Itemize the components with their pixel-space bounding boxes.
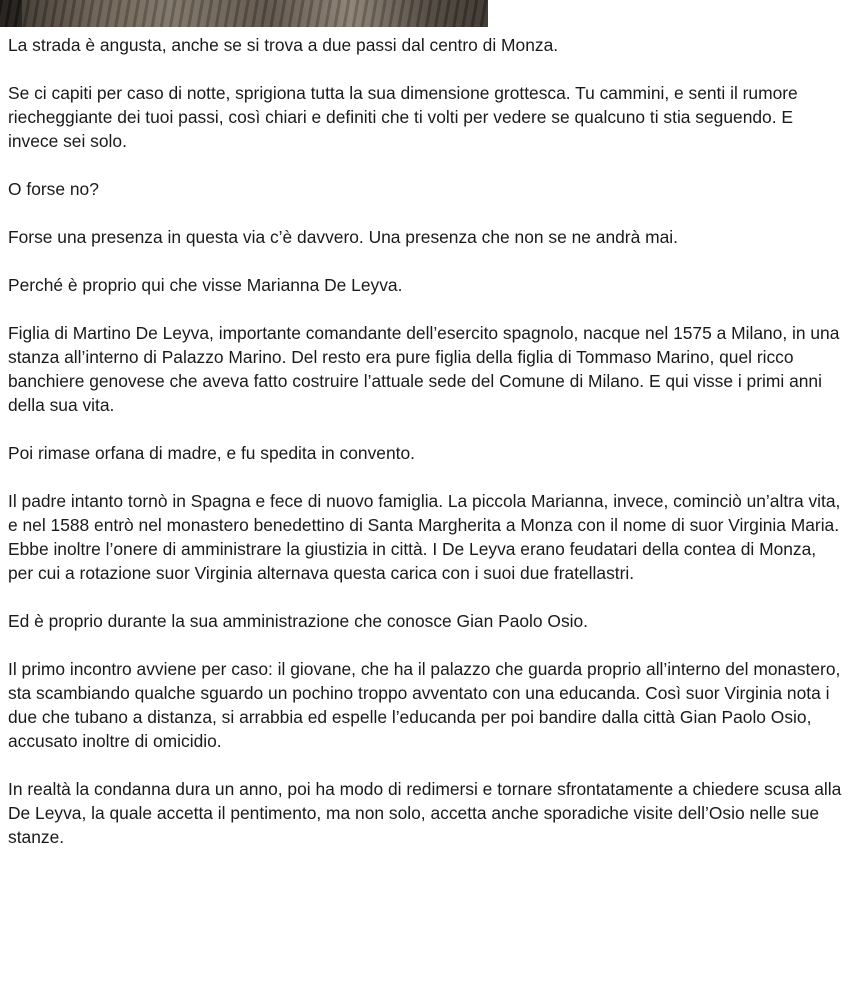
header-photo-shadow bbox=[0, 0, 22, 27]
paragraph: Il primo incontro avviene per caso: il giovane, che ha il palazzo che guarda proprio all’interno del monastero, sta scambiando qualche sguardo un pochino troppo avventato con una educanda. Così suor Virginia nota i due che tubano a distanza, si arrabbia ed espelle l’educanda per poi bandire dalla città Gian Paolo Osio, accusato inoltre di omicidio. bbox=[8, 659, 841, 751]
article-body bbox=[8, 33, 844, 873]
paragraph: O forse no? bbox=[8, 179, 99, 199]
paragraph: Figlia di Martino De Leyva, importante comandante dell’esercito spagnolo, nacque nel 1575 a Milano, in una stanza all’interno di Palazzo Marino. Del resto era pure figlia della figlia di Tommaso Marino, quel ricco banchiere genovese che aveva fatto costruire l’attuale sede del Comune di Milano. E qui visse i primi anni della sua vita. bbox=[8, 323, 840, 415]
paragraph: Ed è proprio durante la sua amministrazione che conosce Gian Paolo Osio. bbox=[8, 611, 589, 631]
paragraph: In realtà la condanna dura un anno, poi ha modo di redimersi e tornare sfrontatamente a chiedere scusa alla De Leyva, la quale accetta il pentimento, ma non solo, accetta anche sporadiche visite dell’Osio nelle sue stanze. bbox=[8, 779, 842, 847]
paragraph: La strada è angusta, anche se si trova a due passi dal centro di Monza. bbox=[8, 35, 559, 55]
paragraph: Il padre intanto tornò in Spagna e fece di nuovo famiglia. La piccola Marianna, invece, cominciò un’altra vita, e nel 1588 entrò nel monastero benedettino di Santa Margherita a Monza con il nome di suor Virginia Maria. Ebbe inoltre l’onere di amministrare la giustizia in città. I De Leyva erano feudatari della contea di Monza, per cui a rotazione suor Virginia alternava questa carica con i suoi due fratellastri. bbox=[8, 491, 841, 583]
header-photo bbox=[0, 0, 488, 27]
paragraph: Forse una presenza in questa via c’è davvero. Una presenza che non se ne andrà mai. bbox=[8, 227, 678, 247]
paragraph: Perché è proprio qui che visse Marianna De Leyva. bbox=[8, 275, 403, 295]
paragraph: Se ci capiti per caso di notte, sprigiona tutta la sua dimensione grottesca. Tu cammini, e senti il rumore riecheggiante dei tuoi passi, così chiari e definiti che ti volti per vedere se qualcuno ti stia seguendo. E invece sei solo. bbox=[8, 83, 798, 151]
paragraph: Poi rimase orfana di madre, e fu spedita in convento. bbox=[8, 443, 415, 463]
